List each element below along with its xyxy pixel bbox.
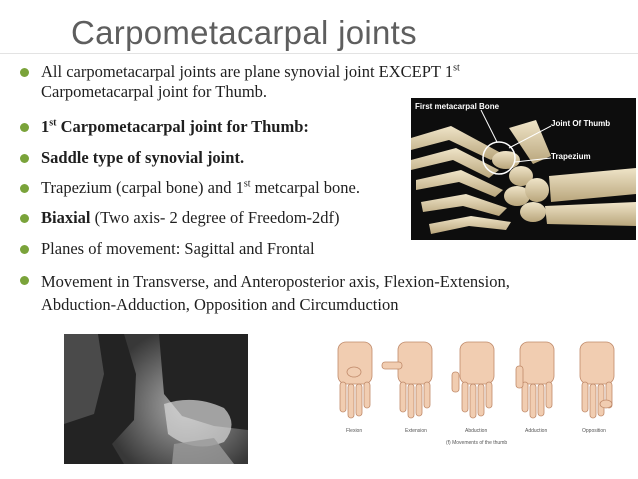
figure-caption: (f) Movements of the thumb [446, 440, 508, 446]
abduction-label: Abduction [465, 428, 488, 434]
bullet-dot-icon [20, 123, 29, 132]
bullet-dot-icon [20, 184, 29, 193]
bullet-text [41, 62, 460, 102]
hand-abduction [452, 342, 494, 418]
first-metacarpal-label: First metacarpal Bone [415, 102, 500, 111]
joint-of-thumb-label: Joint Of Thumb [551, 119, 611, 128]
extension-label: Extension [405, 428, 427, 434]
bullet-text-run: All carpometacarpal joints are plane synovial joint EXCEPT 1 [41, 62, 454, 81]
hand-flexion [338, 342, 372, 418]
bullet-dot-icon [20, 68, 29, 77]
bullet-text [41, 117, 309, 137]
title-divider [0, 53, 638, 54]
bullet-text-run: Trapezium (carpal bone) and 1 [41, 178, 244, 197]
bullet-text [41, 178, 360, 198]
hand-opposition [580, 342, 614, 418]
bullet-dot-icon [20, 245, 29, 254]
bullet-text-sup: st [49, 117, 57, 129]
bullet-text-run: Carpometacarpal joint for Thumb. [41, 82, 268, 101]
opposition-label: Opposition [582, 428, 606, 434]
adduction-label: Adduction [525, 428, 548, 434]
trapezium-label: Trapezium [551, 152, 591, 161]
thumb-xray-drawing [64, 334, 248, 464]
hand-extension [382, 342, 432, 418]
bullet-text-run: Movement in Transverse, and Anteroposterior axis, Flexion-Extension, [41, 272, 510, 291]
bullet-text: Planes of movement: Sagittal and Frontal [41, 239, 315, 258]
wrist-bones-image [411, 98, 636, 240]
bullet-dot-icon [20, 214, 29, 223]
bullet-text-run: (Two axis- 2 degree of Freedom-2df) [90, 208, 340, 227]
bullet-dot-icon [20, 154, 29, 163]
bullet-text-run: Abduction-Adduction, Opposition and Circumduction [41, 295, 399, 314]
bullet-text-run: 1 [41, 117, 50, 136]
flexion-label: Flexion [346, 428, 363, 434]
bullet-text-run: Carpometacarpal joint for Thumb: [56, 117, 309, 136]
bullet-text-sup: st [243, 178, 251, 190]
bullet-text-sup: st [453, 62, 460, 74]
bullet-text: Saddle type of synovial joint. [41, 148, 245, 167]
thumb-movements-figure [328, 332, 634, 460]
bullet-text-run: Biaxial [41, 208, 91, 227]
bullet-text [41, 270, 510, 316]
bullet-text-run: metcarpal bone. [250, 178, 360, 197]
thumb-xray-image [64, 334, 248, 464]
hand-adduction [516, 342, 554, 418]
bullet-dot-icon [20, 276, 29, 285]
slide-title: Carpometacarpal joints [71, 14, 417, 51]
bullet-text [41, 208, 340, 228]
